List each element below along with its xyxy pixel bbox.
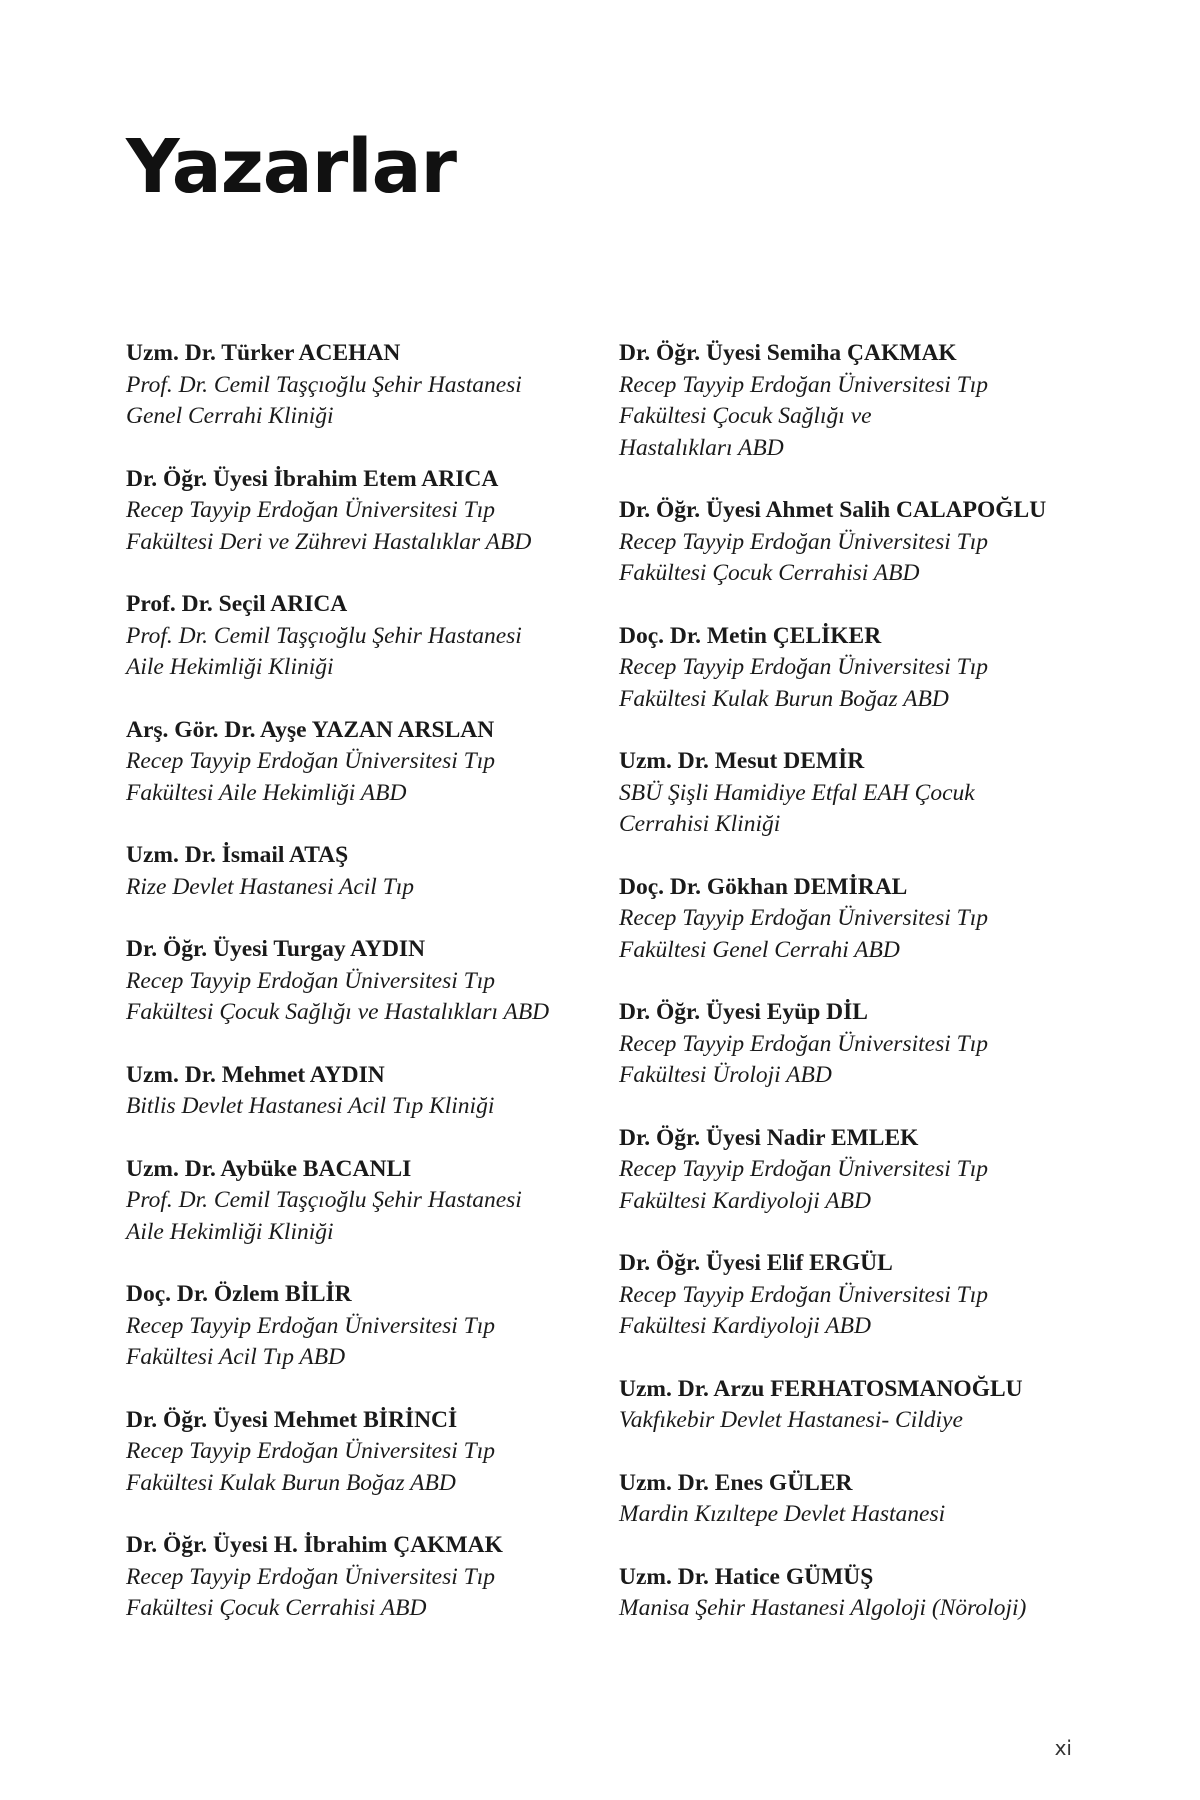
author-affiliation-line: Recep Tayyip Erdoğan Üniversitesi Tıp <box>126 967 495 994</box>
author-affiliation-line: Fakültesi Kulak Burun Boğaz ABD <box>619 685 949 712</box>
author-name: Dr. Öğr. Üyesi Turgay AYDIN <box>126 936 426 962</box>
author-affiliation-line: Fakültesi Acil Tıp ABD <box>126 1344 346 1370</box>
author-affiliation-line: Vakfıkebir Devlet Hastanesi- Cildiye <box>619 1407 963 1433</box>
author-name: Doç. Dr. Gökhan DEMİRAL <box>619 873 908 900</box>
author-name: Uzm. Dr. İsmail ATAŞ <box>126 842 349 868</box>
author-entry <box>619 997 1179 1092</box>
author-entry <box>619 1374 1179 1437</box>
author-name: Uzm. Dr. Mehmet AYDIN <box>126 1061 385 1088</box>
author-name: Uzm. Dr. Aybüke BACANLI <box>126 1155 412 1182</box>
author-affiliation-line: Recep Tayyip Erdoğan Üniversitesi Tıp <box>619 1156 988 1182</box>
author-name: Dr. Öğr. Üyesi Semiha ÇAKMAK <box>619 340 957 366</box>
author-affiliation-line: Recep Tayyip Erdoğan Üniversitesi Tıp <box>619 654 988 680</box>
author-affiliation-line: Recep Tayyip Erdoğan Üniversitesi Tıp <box>619 905 988 931</box>
author-entry <box>126 934 626 1029</box>
author-affiliation-line: Mardin Kızıltepe Devlet Hastanesi <box>619 1501 946 1527</box>
author-entry <box>619 872 1179 967</box>
author-name: Doç. Dr. Özlem BİLİR <box>126 1281 352 1307</box>
author-affiliation-line: Cerrahisi Kliniği <box>619 811 781 837</box>
author-entry <box>126 1060 626 1123</box>
author-name: Arş. Gör. Dr. Ayşe YAZAN ARSLAN <box>126 716 495 743</box>
author-entry <box>126 1405 626 1500</box>
author-affiliation-line: Recep Tayyip Erdoğan Üniversitesi Tıp <box>126 497 495 523</box>
author-affiliation-line: Fakültesi Kardiyoloji ABD <box>619 1187 871 1214</box>
author-affiliation-line: Fakültesi Kulak Burun Boğaz ABD <box>126 1469 456 1496</box>
author-affiliation-line: Prof. Dr. Cemil Taşçıoğlu Şehir Hastanesi <box>126 371 522 398</box>
author-affiliation-line: Hastalıkları ABD <box>619 434 784 461</box>
author-affiliation-line: Fakültesi Çocuk Cerrahisi ABD <box>126 1595 427 1621</box>
author-name: Dr. Öğr. Üyesi Mehmet BİRİNCİ <box>126 1406 458 1433</box>
author-entry <box>619 1248 1179 1343</box>
author-affiliation-line: Rize Devlet Hastanesi Acil Tıp <box>126 873 415 900</box>
page-number: xi <box>1054 1736 1072 1760</box>
author-name: Dr. Öğr. Üyesi Ahmet Salih CALAPOĞLU <box>619 497 1047 523</box>
authors-column-right <box>619 338 1179 1656</box>
author-name: Prof. Dr. Seçil ARICA <box>126 591 348 617</box>
author-name: Uzm. Dr. Enes GÜLER <box>619 1469 853 1496</box>
author-affiliation-line: Fakültesi Genel Cerrahi ABD <box>619 936 900 963</box>
author-entry <box>619 1562 1179 1625</box>
author-affiliation-line: Fakültesi Aile Hekimliği ABD <box>126 779 407 806</box>
author-entry <box>126 715 626 810</box>
author-name: Dr. Öğr. Üyesi Nadir EMLEK <box>619 1124 919 1151</box>
author-affiliation-line: Recep Tayyip Erdoğan Üniversitesi Tıp <box>619 528 988 555</box>
author-name: Dr. Öğr. Üyesi Elif ERGÜL <box>619 1250 893 1276</box>
author-entry <box>126 1154 626 1249</box>
author-entry <box>619 1468 1179 1531</box>
author-affiliation-line: Prof. Dr. Cemil Taşçıoğlu Şehir Hastanesi <box>126 622 522 649</box>
author-affiliation-line: Aile Hekimliği Kliniği <box>126 654 334 680</box>
author-name: Doç. Dr. Metin ÇELİKER <box>619 622 882 649</box>
author-affiliation-line: Fakültesi Çocuk Cerrahisi ABD <box>619 560 920 586</box>
author-affiliation-line: Manisa Şehir Hastanesi Algoloji (Nöroloji) <box>619 1595 1027 1621</box>
author-entry <box>126 840 626 903</box>
author-entry <box>126 338 626 433</box>
author-name: Dr. Öğr. Üyesi İbrahim Etem ARICA <box>126 465 499 492</box>
author-affiliation-line: Fakültesi Çocuk Sağlığı ve <box>619 403 872 429</box>
author-affiliation-line: Recep Tayyip Erdoğan Üniversitesi Tıp <box>126 1563 495 1590</box>
author-affiliation-line: Recep Tayyip Erdoğan Üniversitesi Tıp <box>126 1312 495 1339</box>
author-entry <box>126 464 626 559</box>
author-name: Uzm. Dr. Arzu FERHATOSMANOĞLU <box>619 1375 1023 1402</box>
author-affiliation-line: Recep Tayyip Erdoğan Üniversitesi Tıp <box>619 1030 988 1057</box>
author-entry <box>619 338 1179 464</box>
author-entry <box>619 495 1179 590</box>
author-affiliation-line: Recep Tayyip Erdoğan Üniversitesi Tıp <box>619 371 988 398</box>
author-affiliation-line: Genel Cerrahi Kliniği <box>126 403 334 429</box>
author-affiliation-line: Aile Hekimliği Kliniği <box>126 1218 334 1245</box>
author-affiliation-line: Recep Tayyip Erdoğan Üniversitesi Tıp <box>126 1438 495 1464</box>
author-name: Uzm. Dr. Hatice GÜMÜŞ <box>619 1563 874 1590</box>
author-name: Dr. Öğr. Üyesi Eyüp DİL <box>619 999 868 1025</box>
author-affiliation-line: Fakültesi Çocuk Sağlığı ve Hastalıkları ABD <box>126 999 550 1025</box>
author-entry <box>619 746 1179 841</box>
author-affiliation-line: Fakültesi Deri ve Zührevi Hastalıklar ABD <box>126 528 532 555</box>
author-entry <box>126 589 626 684</box>
author-affiliation-line: Prof. Dr. Cemil Taşçıoğlu Şehir Hastanesi <box>126 1187 522 1213</box>
author-name: Uzm. Dr. Türker ACEHAN <box>126 340 401 366</box>
author-affiliation-line: Bitlis Devlet Hastanesi Acil Tıp Kliniği <box>126 1093 495 1119</box>
author-affiliation-line: Recep Tayyip Erdoğan Üniversitesi Tıp <box>619 1281 988 1308</box>
author-affiliation-line: SBÜ Şişli Hamidiye Etfal EAH Çocuk <box>619 779 975 806</box>
author-entry <box>619 1123 1179 1218</box>
author-name: Uzm. Dr. Mesut DEMİR <box>619 748 865 774</box>
author-affiliation-line: Fakültesi Üroloji ABD <box>619 1062 832 1088</box>
author-name: Dr. Öğr. Üyesi H. İbrahim ÇAKMAK <box>126 1532 503 1558</box>
author-entry <box>126 1279 626 1374</box>
author-affiliation-line: Recep Tayyip Erdoğan Üniversitesi Tıp <box>126 748 495 774</box>
author-affiliation-line: Fakültesi Kardiyoloji ABD <box>619 1313 871 1339</box>
authors-column-left <box>126 338 626 1656</box>
page-title: Yazarlar <box>126 124 457 210</box>
author-entry <box>126 1530 626 1625</box>
author-entry <box>619 621 1179 716</box>
